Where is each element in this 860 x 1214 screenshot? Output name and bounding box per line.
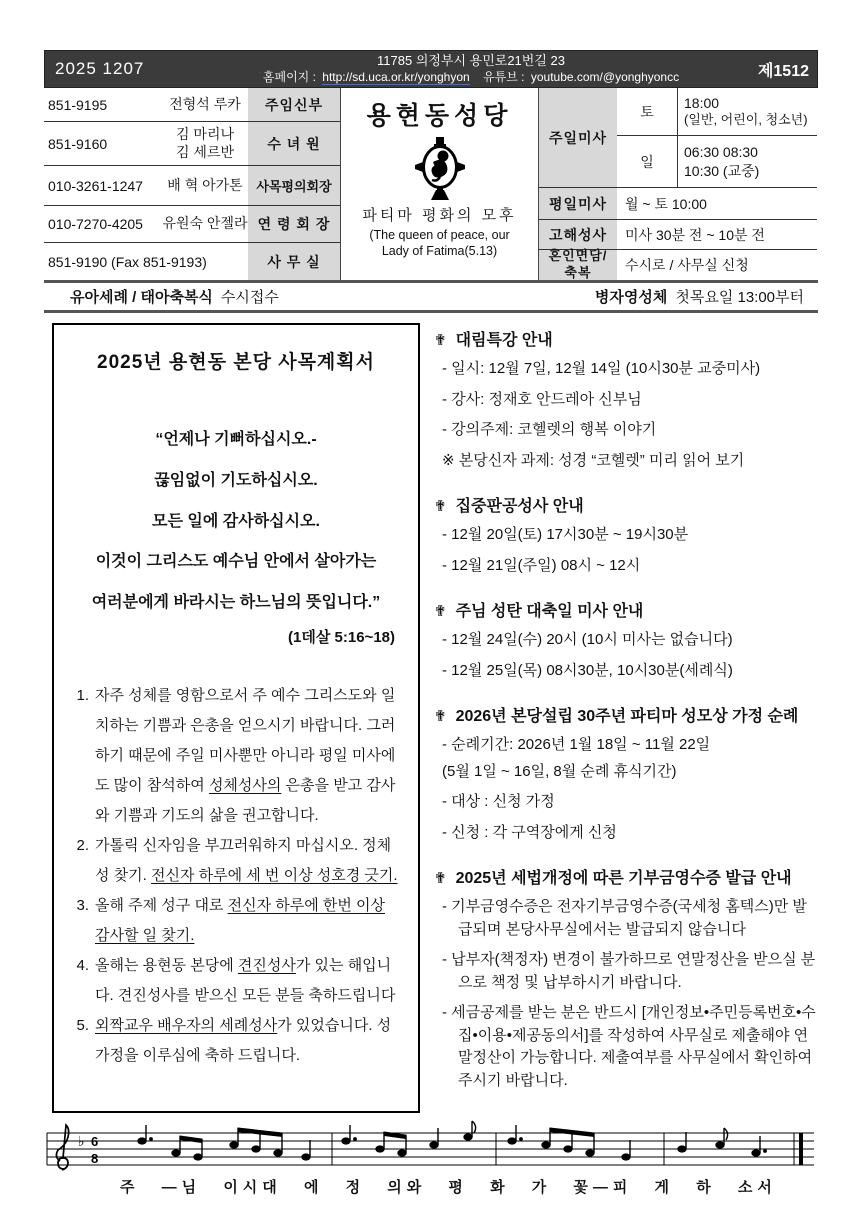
header-bar — [44, 50, 818, 88]
music-staff — [44, 1119, 817, 1175]
contact-name: 전형석 루카 — [169, 95, 241, 112]
contact-row-convent — [44, 122, 340, 166]
pastoral-plan-box — [52, 323, 420, 1113]
church-subtitle: 파티마 평화의 모후 — [362, 207, 517, 224]
section-title: ✟ 주님 성탄 대축일 미사 안내 — [434, 603, 644, 620]
contact-row-council — [44, 166, 340, 206]
header-center — [195, 53, 747, 84]
section-item: - 대상 : 신청 가정 — [442, 793, 555, 810]
section-title: ✟ 2025년 세법개정에 따른 기부금영수증 발급 안내 — [434, 870, 792, 887]
notice-strip — [44, 283, 818, 313]
issue-date: 2025 1207 — [55, 59, 145, 78]
quote-line: “언제나 기뻐하십시오.- — [155, 431, 317, 448]
contact-role: 수 녀 원 — [248, 122, 340, 165]
baptism-notice-bold: 유아세례 / 태아축복식 — [70, 289, 213, 306]
plan-item-number: 4. — [76, 956, 89, 974]
section-title: ✟ 2026년 본당설립 30주년 파티마 성모상 가정 순례 — [434, 708, 799, 725]
cross-icon: ✟ — [434, 498, 447, 515]
section-donation-receipt — [434, 865, 818, 1092]
plan-item-1 — [69, 681, 403, 831]
section-item: - 12월 20일(토) 17시30분 ~ 19시30분 — [442, 526, 689, 543]
contact-name-line1: 김 마리나 — [176, 126, 234, 142]
youtube-link[interactable]: youtube.com/@yonghyoncc — [530, 69, 680, 84]
quote-line: 이것이 그리스도 예수님 안에서 살아가는 — [95, 553, 377, 571]
flat-sign: ♭ — [78, 1133, 85, 1149]
header-links — [195, 70, 747, 85]
section-item: - 신청 : 각 구역장에게 신청 — [442, 823, 617, 841]
section-title: ✟ 대림특강 안내 — [434, 332, 553, 349]
section-confession-period — [434, 493, 818, 577]
contact-name — [162, 122, 248, 165]
plan-item-text: 자주 성체를 영함으로서 주 예수 그리스도와 일치하는 기쁨과 은총을 얻으시기 바랍니다. 그러하기 때문에 주일 미사뿐만 아니라 평일 미사에도 많이 참석하여 성체성사의 은총을 받고 감사와 기쁨과 기도의 삶을 권고합니다. — [95, 686, 396, 824]
contact-name: 배 혁 아가톤 — [167, 176, 243, 193]
church-name: 용현동성당 — [366, 102, 513, 130]
baptism-notice-rest: 수시접수 — [220, 289, 279, 306]
saturday-label: 토 — [617, 88, 677, 136]
plan-item-text: 가톨릭 신자임을 부끄러워하지 마십시오. 정체성 찾기. 전신자 하루에 세 번 이상 성호경 긋기. — [95, 836, 398, 884]
section-item: - 강사: 정재호 안드레아 신부님 — [442, 390, 642, 408]
quote-line: 여러분에게 바라시는 하느님의 뜻입니다.” — [91, 594, 381, 612]
contact-name: 유원숙 안젤라 — [162, 215, 248, 232]
quote-line: 끊임없이 기도하십시오. — [154, 471, 318, 489]
section-item: - 순례기간: 2026년 1월 18일 ~ 11월 22일 — [442, 736, 711, 753]
subtitle-en-line1: (The queen of peace, our — [369, 228, 510, 242]
contact-role: 사목평의회장 — [248, 166, 340, 205]
section-item: - 강의주제: 코헬렛의 행복 이야기 — [442, 421, 657, 438]
marriage-blessing-label — [539, 250, 617, 280]
homepage-link[interactable]: http://sd.uca.or.kr/yonghyon — [322, 69, 470, 84]
section-item: (5월 1일 ~ 16일, 8월 순례 휴식기간) — [442, 762, 677, 780]
contact-phone: 010-7270-4205 — [48, 216, 143, 232]
plan-item-4 — [69, 951, 403, 1011]
marriage-label-line1: 혼인면담/ — [548, 248, 608, 264]
contact-phone: 010-3261-1247 — [48, 177, 143, 194]
contact-phone: 851-9190 (Fax 851-9193) — [48, 253, 207, 270]
contact-name-line2: 김 세르반 — [176, 143, 234, 160]
plan-item-number: 3. — [76, 896, 89, 914]
confession-value: 미사 30분 전 ~ 10분 전 — [617, 220, 817, 250]
time-signature-bottom: 8 — [91, 1151, 99, 1166]
cross-icon: ✟ — [434, 332, 447, 349]
section-fatima-pilgrimage — [434, 703, 818, 844]
section-item: - 12월 24일(수) 20시 (10시 미사는 없습니다) — [442, 631, 733, 648]
sick-communion-bold: 병자영성체 — [594, 289, 668, 306]
homepage-label: 홈페이지 : — [262, 69, 316, 84]
contact-role: 주임신부 — [248, 88, 340, 121]
cross-icon: ✟ — [434, 708, 447, 725]
section-advent-lecture — [434, 327, 818, 472]
plan-item-3 — [69, 891, 403, 951]
section-christmas-mass — [434, 598, 818, 682]
saturday-note: (일반, 어린이, 청소년) — [684, 112, 808, 128]
contact-phone: 851-9195 — [48, 96, 108, 113]
contact-role: 사 무 실 — [248, 243, 340, 280]
saturday-times — [677, 88, 817, 136]
issue-number: 제1512 — [757, 62, 809, 80]
saturday-time: 18:00 — [684, 94, 720, 111]
plan-item-number: 2. — [76, 836, 89, 854]
plan-item-text: 올해는 용현동 본당에 견진성사가 있는 해입니다. 견진성사를 받으신 모든 분들 축하드립니다 — [95, 956, 396, 1004]
section-title: ✟ 집중판공성사 안내 — [434, 498, 584, 515]
plan-item-text: 올해 주제 성구 대로 전신자 하루에 한번 이상 감사할 일 찾기. — [95, 896, 385, 944]
info-band — [44, 88, 818, 283]
baptism-notice — [70, 286, 279, 307]
contacts-table — [44, 88, 340, 280]
plan-item-5 — [69, 1011, 403, 1071]
plan-item-2 — [69, 831, 403, 891]
church-identity — [340, 88, 539, 280]
plan-item-text: 외짝교우 배우자의 세례성사가 있었습니다. 성가정을 이루심에 축하 드립니다. — [95, 1016, 392, 1064]
sunday-times — [677, 136, 817, 188]
church-address: 11785 의정부시 용민로21번길 23 — [377, 53, 565, 69]
marriage-blessing-value: 수시로 / 사무실 신청 — [625, 257, 749, 273]
contact-row-pastor — [44, 88, 340, 122]
plan-item-number: 1. — [76, 686, 89, 704]
church-logo-cross-icon — [413, 136, 467, 202]
sick-communion-notice — [595, 286, 804, 307]
sunday-time-line1: 06:30 08:30 — [684, 144, 758, 161]
final-barline — [799, 1133, 803, 1165]
plan-title: 2025년 용현동 본당 사목계획서 — [97, 352, 375, 373]
section-item: - 12월 25일(목) 08시30분, 10시30분(세례식) — [442, 661, 733, 679]
hymn-music — [44, 1119, 818, 1197]
hymn-lyrics: 주 ―님 이시대 에 정 의와 평 화 가 꽃―피 게 하 소서 — [120, 1179, 777, 1196]
time-signature-top: 6 — [91, 1134, 99, 1149]
marriage-label-line2: 축복 — [564, 265, 592, 280]
section-item: - 세금공제를 받는 분은 반드시 [개인정보•주민등록번호•수집•이용•제공동의서]를 작성하여 사무실로 제출해야 연말정산이 가능합니다. 제출여부를 사무실에서 확인하여 주시기 바랍니다. — [442, 1004, 816, 1089]
youtube-label: 유튜브 : — [483, 69, 525, 84]
weekday-mass-label: 평일미사 — [539, 188, 617, 220]
section-item: - 일시: 12월 7일, 12월 14일 (10시30분 교중미사) — [442, 360, 761, 377]
scripture-quote — [69, 420, 403, 624]
sunday-label: 일 — [617, 136, 677, 188]
main-area — [44, 323, 818, 1113]
section-item: - 기부금영수증은 전자기부금영수증(국세청 홈텍스)만 발급되며 본당사무실에서는 발급되지 않습니다 — [442, 898, 807, 938]
cross-icon: ✟ — [434, 870, 447, 887]
announcements-column — [434, 323, 818, 1113]
subtitle-en-line2: Lady of Fatima(5.13) — [381, 244, 498, 259]
treble-clef-icon — [56, 1125, 68, 1170]
sunday-time-line2: 10:30 (교중) — [684, 162, 760, 179]
section-item: ※ 본당신자 과제: 성경 “코헬렛” 미리 읽어 보기 — [442, 451, 745, 469]
mass-schedule-table — [539, 88, 817, 280]
contact-role: 연 령 회 장 — [248, 206, 340, 242]
cross-icon: ✟ — [434, 603, 447, 620]
church-subtitle-en — [341, 227, 538, 260]
contact-phone: 851-9160 — [48, 135, 108, 152]
contact-row-yeonryeong — [44, 206, 340, 243]
weekday-mass-value: 월 ~ 토 10:00 — [617, 188, 817, 220]
sunday-mass-label: 주일미사 — [539, 88, 617, 188]
sick-communion-rest: 첫목요일 13:00부터 — [675, 289, 804, 306]
plan-item-number: 5. — [76, 1016, 89, 1034]
section-item: - 12월 21일(주일) 08시 ~ 12시 — [442, 556, 641, 574]
confession-label: 고해성사 — [539, 220, 617, 250]
quote-reference: (1데살 5:16~18) — [288, 628, 395, 646]
section-item: - 납부자(책정자) 변경이 불가하므로 연말정산을 받으실 분으로 책정 및 납부하시기 바랍니다. — [442, 951, 816, 991]
quote-line: 모든 일에 감사하십시오. — [152, 512, 320, 530]
contact-row-office — [44, 243, 340, 280]
